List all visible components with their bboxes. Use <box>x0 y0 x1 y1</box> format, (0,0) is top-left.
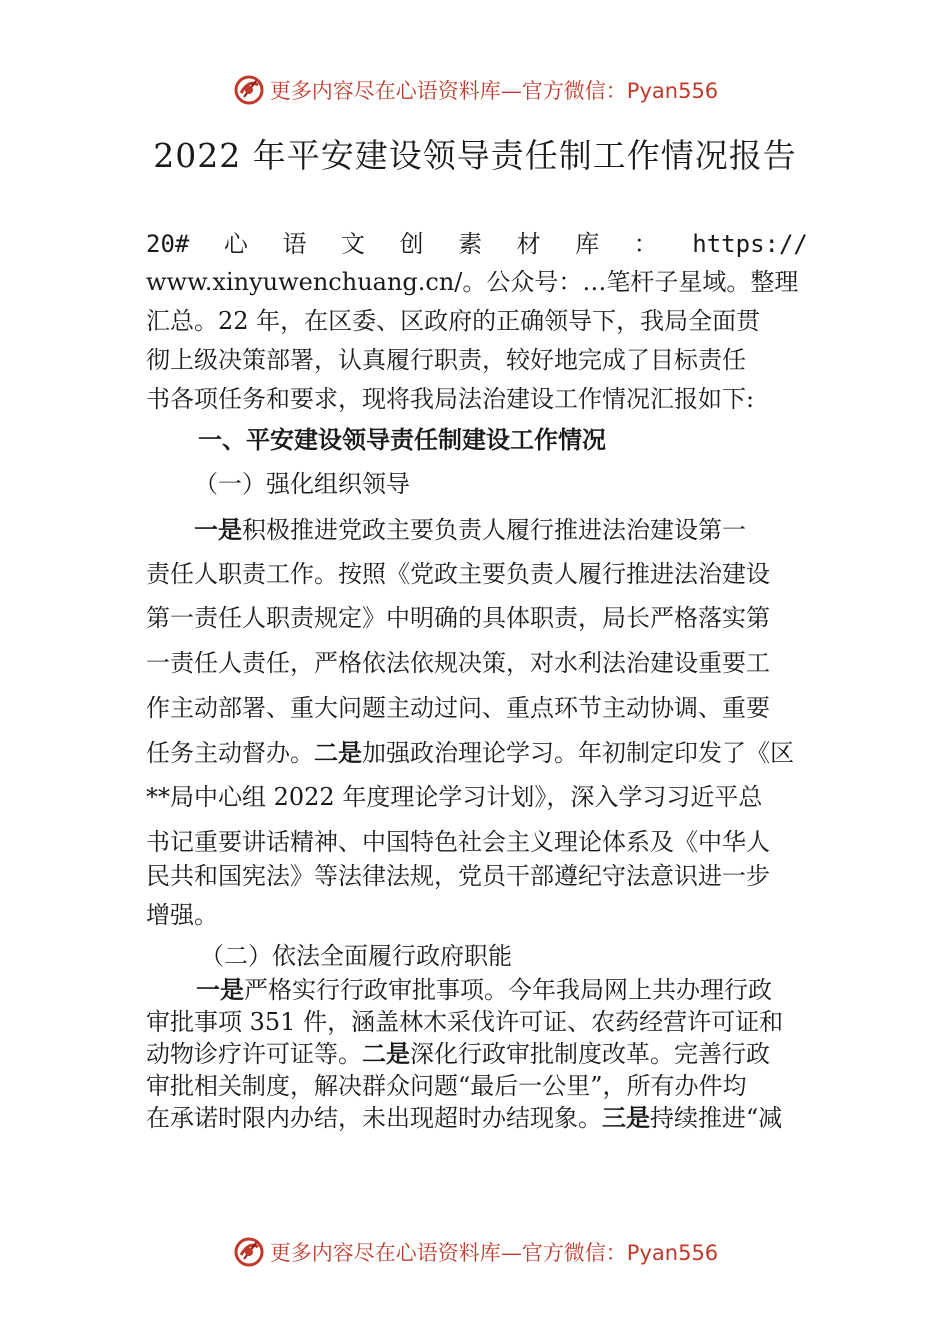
sub1-line-5: 作主动部署、重大问题主动过问、重点环节主动协调、重要 <box>146 694 770 722</box>
sub1-line-7: **局中心组 2022 年度理论学习计划》，深入学习习近平总 <box>146 783 763 811</box>
intro-line-4: 彻上级决策部署，认真履行职责，较好地完成了目标责任 <box>146 346 746 374</box>
intro-line-2: www.xinyuwenchuang.cn/。公众号：…笔杆子星域。整理 <box>146 268 799 296</box>
subsection-heading-1: （一）强化组织领导 <box>194 470 410 498</box>
sub2-line-3: 动物诊疗许可证等。二是深化行政审批制度改革。完善行政 <box>146 1040 770 1068</box>
sub1-line-6: 任务主动督办。二是加强政治理论学习。年初制定印发了《区 <box>146 739 794 767</box>
sub1-line-2: 责任人职责工作。按照《党政主要负责人履行推进法治建设 <box>146 560 770 588</box>
sub1-line-4: 一责任人责任，严格依法依规决策，对水利法治建设重要工 <box>146 649 770 677</box>
logo-icon <box>232 73 266 107</box>
section-heading: 一、平安建设领导责任制建设工作情况 <box>198 426 606 454</box>
sub1-line-10: 增强。 <box>146 901 218 929</box>
logo-icon <box>232 1235 266 1269</box>
subsection-heading-2: （二）依法全面履行政府职能 <box>200 942 512 970</box>
sub1-line-9: 民共和国宪法》等法律法规，党员干部遵纪守法意识进一步 <box>146 862 770 890</box>
header-watermark-banner <box>0 70 950 110</box>
sub2-line-5: 在承诺时限内办结，未出现超时办结现象。三是持续推进“减 <box>146 1104 783 1132</box>
footer-watermark-banner <box>0 1232 950 1272</box>
sub2-line-1: 一是严格实行行政审批事项。今年我局网上共办理行政 <box>196 976 772 1004</box>
sub1-line-8: 书记重要讲话精神、中国特色社会主义理论体系及《中华人 <box>146 828 770 856</box>
sub1-line-3: 第一责任人职责规定》中明确的具体职责，局长严格落实第 <box>146 604 770 632</box>
watermark-text: 更多内容尽在心语资料库—官方微信：Pyan556 <box>269 1241 719 1265</box>
intro-line-5: 书各项任务和要求，现将我局法治建设工作情况汇报如下: <box>146 385 755 413</box>
document-title: 2022 年平安建设领导责任制工作情况报告 <box>153 136 797 175</box>
intro-line-1: 20# 心 语 文 创 素 材 库 ： https:// <box>146 230 808 258</box>
sub2-line-4: 审批相关制度，解决群众问题“最后一公里”，所有办件均 <box>146 1072 747 1100</box>
sub2-line-2: 审批事项 351 件，涵盖林木采伐许可证、农药经营许可证和 <box>146 1008 784 1036</box>
watermark-text: 更多内容尽在心语资料库—官方微信：Pyan556 <box>269 79 719 103</box>
intro-line-3: 汇总。22 年，在区委、区政府的正确领导下，我局全面贯 <box>146 307 761 335</box>
sub1-line-1: 一是积极推进党政主要负责人履行推进法治建设第一 <box>194 516 746 544</box>
